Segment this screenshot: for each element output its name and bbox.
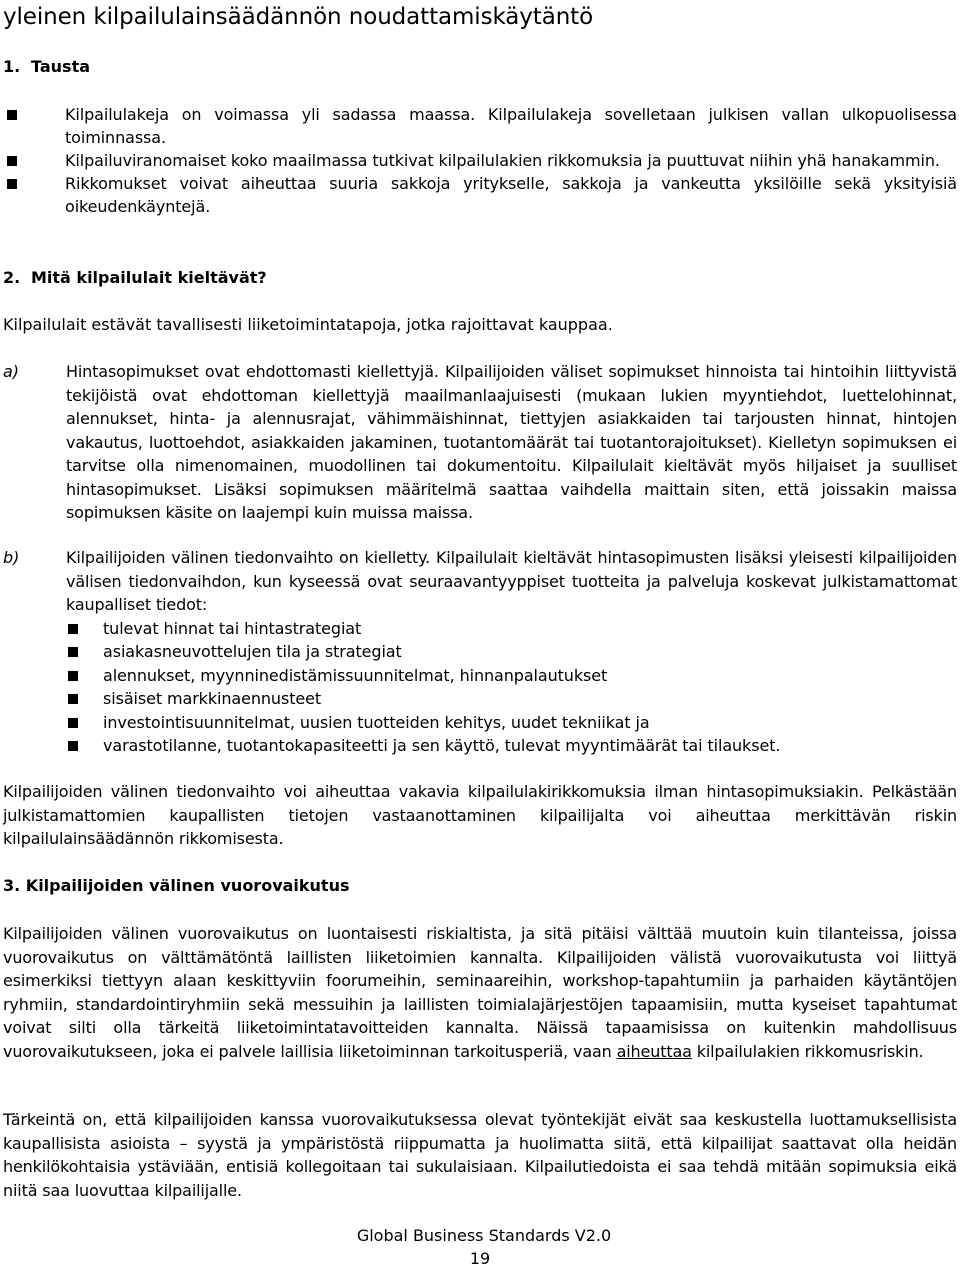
section-3-paragraph-1: Kilpailijoiden välinen vuorovaikutus on luontaisesti riskialtista, ja sitä pitäisi välttää muutoin kuin tilanteissa, joissa vuorovaikutus on välttämätöntä laillisten liiketoimien kannalta. Kilpailijoiden välistä vuorovaikutusta voi liittyä esimerkiksi tiettyyn alaan keskittyviin foorumeihin, seminaareihin, workshop-tapahtumiin ja parhaiden käytäntöjen ryhmiin, standardointiryhmiin sekä messuihin ja laillisten toimialajärjestöjen tapaamisiin, mutta kyseiset tapahtumat voivat silti olla tärkeitä liiketoimintatavoitteiden kannalta. Näissä tapaamisissa on kuitenkin mahdollisuus vuorovaikutukseen, joka ei palvele laillisia liiketoiminnan tarkoitusperiä, vaan aiheuttaa kilpailulakien rikkomusriskin.: [3, 924, 957, 1061]
underlined-word: aiheuttaa: [616, 1041, 692, 1061]
square-bullet-icon: [68, 647, 78, 657]
square-bullet-icon: [68, 718, 78, 728]
square-bullet-icon: [7, 156, 17, 166]
section-2-closing: Kilpailijoiden välinen tiedonvaihto voi aiheuttaa vakavia kilpailulakirikkomuksia ilman hintasopimuksiakin. Pelkästään julkistamattomien kaupallisten tietojen vastaanottaminen kilpailijalta voi aiheuttaa merkittävän riskin kilpailulainsäädännön rikkomisesta.: [3, 782, 957, 848]
square-bullet-icon: [68, 741, 78, 751]
footer-document-title: Global Business Standards V2.0: [356, 1226, 612, 1245]
list-item: investointisuunnitelmat, uusien tuotteiden kehitys, uudet tekniikat ja: [66, 711, 957, 734]
square-bullet-icon: [68, 624, 78, 634]
info-types-list: [66, 617, 957, 757]
section-2-intro: Kilpailulait estävät tavallisesti liiketoimintatapoja, jotka rajoittavat kauppaa.: [3, 315, 613, 334]
section-number: 1.: [3, 57, 21, 76]
list-item: Kilpailulakeja on voimassa yli sadassa maassa. Kilpailulakeja sovelletaan julkisen vallan ulkopuolisessa toiminnassa.: [3, 103, 957, 149]
list-item: asiakasneuvottelujen tila ja strategiat: [66, 640, 957, 663]
list-item: sisäiset markkinaennusteet: [66, 687, 957, 710]
item-a-text: Hintasopimukset ovat ehdottomasti kiellettyjä. Kilpailijoiden väliset sopimukset hinnoista tai hintoihin liittyvistä tekijöistä ovat ehdottoman kiellettyjä maailmanlaajuisesti (mukaan lukien myyntiehdot, luettelohinnat, alennukset, hinta- ja alennusrajat, vähimmäishinnat, tiettyjen asiakkaiden tai tarjousten hinnat, hintojen vakautus, luottoehdot, asiakkaiden jakaminen, tuotantomäärät tai tuotantorajoitukset). Kielletyn sopimuksen ei tarvitse olla nimenomainen, muodollinen tai dokumentoitu. Kilpailulait kieltävät myös hiljaiset ja suulliset hintasopimukset. Lisäksi sopimuksen määritelmä saattaa vaihdella maittain siten, että joissakin maissa sopimuksen käsite on laajempi kuin muissa maissa.: [66, 362, 957, 522]
section-title: Tausta: [31, 57, 91, 76]
page-number: 19: [469, 1249, 491, 1268]
list-item: Rikkomukset voivat aiheuttaa suuria sakkoja yritykselle, sakkoja ja vankeutta yksilöille sekä yksityisiä oikeudenkäyntejä.: [3, 172, 957, 218]
item-b: [3, 546, 957, 617]
section-heading-1: [3, 57, 957, 77]
list-item: Kilpailuviranomaiset koko maailmassa tutkivat kilpailulakien rikkomuksia ja puuttuvat niihin yhä hanakammin.: [3, 149, 957, 172]
square-bullet-icon: [68, 694, 78, 704]
square-bullet-icon: [7, 179, 17, 189]
section-number: 3.: [3, 876, 21, 895]
background-bullet-list: [3, 103, 957, 218]
item-marker: a): [3, 362, 20, 381]
square-bullet-icon: [68, 671, 78, 681]
section-title: Kilpailijoiden välinen vuorovaikutus: [25, 876, 350, 895]
section-heading-2: [3, 268, 957, 288]
item-marker: b): [3, 548, 20, 567]
section-3-paragraph-2: Tärkeintä on, että kilpailijoiden kanssa vuorovaikutuksessa olevat työntekijät eivät saa keskustella luottamuksellisista kaupallisista asioista – syystä ja ympäristöstä riippumatta ja huolimatta siitä, että kilpailijat saattavat olla heidän henkilökohtaisia ystäviään, entisiä kollegoitaan tai sukulaisiaan. Kilpailutiedoista ei saa tehdä mitään sopimuksia eikä niitä saa luovuttaa kilpailijalle.: [3, 1110, 957, 1200]
item-b-text: Kilpailijoiden välinen tiedonvaihto on kielletty. Kilpailulait kieltävät hintasopimusten lisäksi yleisesti kilpailijoiden välisen tiedonvaihdon, kun kyseessä ovat seuraavantyyppiset tuotteita ja palveluja koskevat julkistamattomat kaupalliset tiedot:: [66, 548, 957, 614]
list-item: varastotilanne, tuotantokapasiteetti ja sen käyttö, tulevat myyntimäärät tai tilaukset.: [66, 734, 957, 757]
page-title: yleinen kilpailulainsäädännön noudattamiskäytäntö: [3, 4, 594, 30]
section-number: 2.: [3, 268, 21, 287]
list-item: tulevat hinnat tai hintastrategiat: [66, 617, 957, 640]
item-a: [3, 360, 957, 525]
section-heading-3: [3, 876, 957, 896]
square-bullet-icon: [7, 110, 17, 120]
section-title: Mitä kilpailulait kieltävät?: [31, 268, 267, 287]
list-item: alennukset, myynninedistämissuunnitelmat, hinnanpalautukset: [66, 664, 957, 687]
